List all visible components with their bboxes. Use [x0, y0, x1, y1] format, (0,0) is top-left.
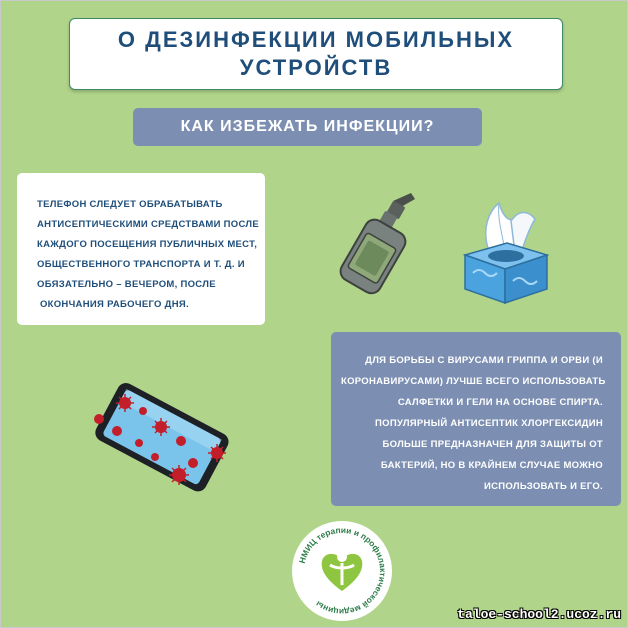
- site-watermark: taloe-school2.ucoz.ru: [457, 607, 621, 622]
- info-right-line: БОЛЬШЕ ПРЕДНАЗНАЧЕН ДЛЯ ЗАЩИТЫ ОТ: [382, 439, 603, 450]
- info-left-line: ТЕЛЕФОН СЛЕДУЕТ ОБРАБАТЫВАТЬ: [37, 199, 223, 210]
- info-right-line: ДЛЯ БОРЬБЫ С ВИРУСАМИ ГРИППА И ОРВИ (И: [365, 355, 603, 366]
- section-subtitle: КАК ИЗБЕЖАТЬ ИНФЕКЦИИ?: [133, 108, 482, 146]
- info-card-left: [17, 173, 265, 325]
- info-left-line: АНТИСЕПТИЧЕСКИМИ СРЕДСТВАМИ ПОСЛЕ: [37, 219, 259, 230]
- logo-text: НМИЦ терапии и профилактической медицины: [296, 524, 389, 618]
- sanitizer-bottle-icon: [327, 191, 423, 301]
- page-title: [69, 18, 563, 90]
- info-left-line: КАЖДОГО ПОСЕЩЕНИЯ ПУБЛИЧНЫХ МЕСТ,: [37, 239, 258, 250]
- info-right-line: САЛФЕТКИ И ГЕЛИ НА ОСНОВЕ СПИРТА.: [397, 397, 603, 408]
- phone-with-viruses-icon: [81, 383, 241, 495]
- organization-logo: [290, 519, 394, 623]
- info-left-line: ОКОНЧАНИЯ РАБОЧЕГО ДНЯ.: [37, 299, 189, 310]
- info-right-line: ИСПОЛЬЗОВАТЬ И ЕГО.: [484, 481, 603, 492]
- tissue-box-icon: [459, 199, 551, 309]
- info-card-right: [331, 332, 621, 506]
- info-right-line: БАКТЕРИЙ, НО В КРАЙНЕМ СЛУЧАЕ МОЖНО: [380, 460, 603, 471]
- page-title-line-1: О ДЕЗИНФЕКЦИИ МОБИЛЬНЫХ: [117, 27, 515, 52]
- info-right-line: КОРОНАВИРУСАМИ) ЛУЧШЕ ВСЕГО ИСПОЛЬЗОВАТЬ: [341, 376, 606, 387]
- info-left-line: ОБЩЕСТВЕННОГО ТРАНСПОРТА И Т. Д. И: [37, 259, 245, 270]
- info-left-line: ОБЯЗАТЕЛЬНО – ВЕЧЕРОМ, ПОСЛЕ: [37, 279, 216, 290]
- info-right-line: ПОПУЛЯРНЫЙ АНТИСЕПТИК ХЛОРГЕКСИДИН: [375, 418, 603, 429]
- page-title-line-2: УСТРОЙСТВ: [239, 55, 393, 80]
